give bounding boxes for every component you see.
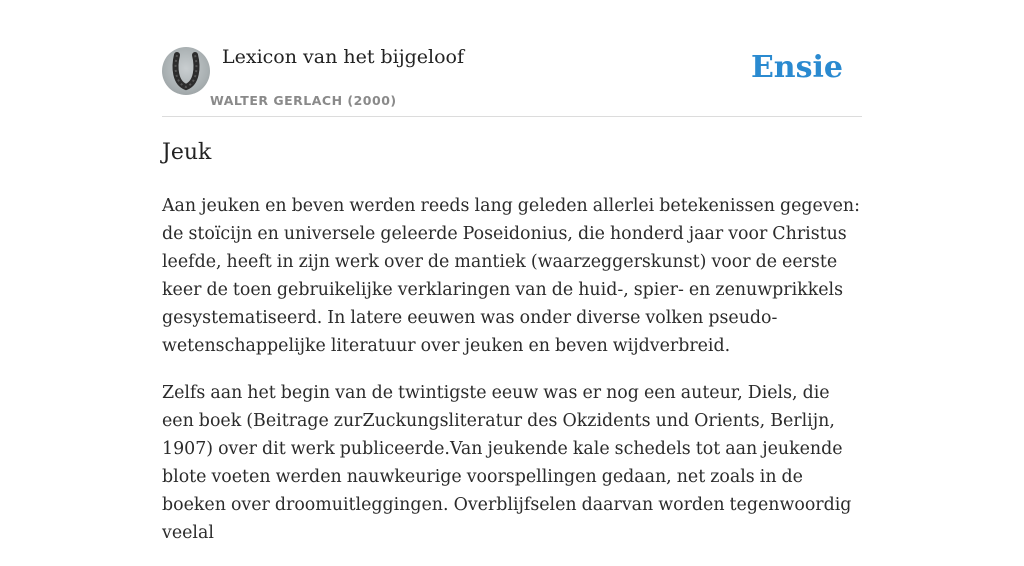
entry-body: [162, 192, 864, 566]
book-title-link[interactable]: Lexicon van het bijgeloof: [222, 46, 465, 68]
paragraph: Aan jeuken en beven werden reeds lang geleden allerlei betekenissen gegeven: de stoïcijn en universele geleerde Poseidonius, die honderd jaar voor Christus leefde, heeft in zijn werk over de mantiek (waarzeggerskunst) voor de eerste keer de toen gebruikelijke verklaringen van de huid-, spier- en zenuwprikkels gesystematiseerd. In latere eeuwen was onder diverse volken pseudo-wetenschappelijke literatuur over jeuken en beven wijdverbreid.: [162, 196, 860, 356]
author-credit: WALTER GERLACH (2000): [210, 93, 397, 108]
header: [162, 44, 862, 117]
entry-title: Jeuk: [162, 140, 212, 165]
paragraph: Zelfs aan het begin van de twintigste eeuw was er nog een auteur, Diels, die een boek (Beitrage zurZuckungsliteratur des Okzidents und Orients, Berlijn, 1907) over dit werk publiceerde.Van jeukende kale schedels tot aan jeukende blote voeten werden nauwkeurige voorspellingen gedaan, net zoals in de boeken over droomuitleggingen. Overblijfselen daarvan worden tegenwoordig veelal: [162, 383, 852, 543]
ensie-logo[interactable]: Ensie: [750, 50, 843, 85]
horseshoe-icon[interactable]: [162, 47, 210, 95]
